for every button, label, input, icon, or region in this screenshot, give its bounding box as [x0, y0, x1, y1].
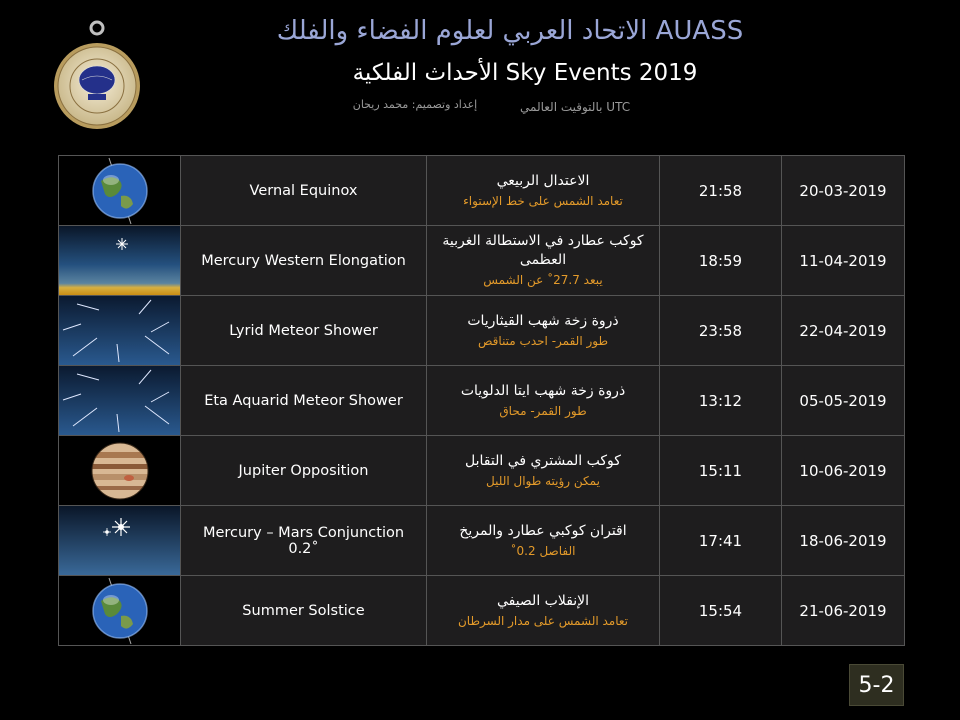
event-note-ar: تعامد الشمس على خط الإستواء: [463, 193, 623, 208]
event-name: Vernal Equinox: [181, 156, 427, 226]
utc-label: بالتوقيت العالمي UTC: [520, 100, 631, 114]
event-time: 17:41: [660, 506, 782, 576]
credit-label: إعداد وتصميم: محمد ريحان: [352, 98, 478, 111]
event-name-ar: الاعتدال الربيعي: [496, 172, 590, 189]
meteor-shower-icon: [59, 296, 181, 366]
event-time: 13:12: [660, 366, 782, 436]
event-name-ar: كوكب عطارد في الاستطالة الغربية العظمى: [442, 233, 644, 268]
mercury-elongation-icon: [59, 226, 181, 296]
event-name: Mercury – Mars Conjunction 0.2˚: [181, 506, 427, 576]
event-date: 20-03-2019: [782, 156, 905, 226]
event-date: 11-04-2019: [782, 226, 905, 296]
table-row: [59, 576, 905, 646]
event-name-ar: ذروة زخة شهب القيثاريات: [467, 312, 619, 329]
event-note-ar: طور القمر- محاق: [499, 403, 587, 418]
event-name-ar: اقتران كوكبي عطارد والمريخ: [459, 522, 627, 539]
event-name-ar: كوكب المشتري في التقابل: [465, 452, 621, 469]
event-name: Lyrid Meteor Shower: [181, 296, 427, 366]
event-time: 23:58: [660, 296, 782, 366]
table-row: [59, 366, 905, 436]
event-time: 15:54: [660, 576, 782, 646]
table-row: [59, 156, 905, 226]
event-name-ar: الإنقلاب الصيفي: [496, 592, 590, 609]
event-date: 21-06-2019: [782, 576, 905, 646]
table-row: [59, 436, 905, 506]
table-row: [59, 506, 905, 576]
event-time: 18:59: [660, 226, 782, 296]
meteor-shower-icon: [59, 366, 181, 436]
event-name: Mercury Western Elongation: [181, 226, 427, 296]
earth-icon: [59, 576, 181, 646]
event-date: 22-04-2019: [782, 296, 905, 366]
events-table: [58, 155, 905, 646]
event-note-ar: الفاصل 0.2˚: [510, 543, 576, 558]
page-subtitle: الأحداث الفلكية Sky Events 2019: [352, 60, 698, 86]
event-date: 10-06-2019: [782, 436, 905, 506]
earth-icon: [59, 156, 181, 226]
event-note-ar: يبعد 27.7˚ عن الشمس: [483, 273, 603, 287]
event-name: Jupiter Opposition: [181, 436, 427, 506]
event-date: 05-05-2019: [782, 366, 905, 436]
jupiter-icon: [59, 436, 181, 506]
conjunction-icon: [59, 506, 181, 576]
event-note-ar: يمكن رؤيته طوال الليل: [486, 473, 600, 488]
event-time: 21:58: [660, 156, 782, 226]
event-name-ar: ذروة زخة شهب ايتا الدلويات: [460, 382, 626, 399]
table-row: [59, 296, 905, 366]
event-date: 18-06-2019: [782, 506, 905, 576]
page-number: 5-2: [849, 664, 904, 706]
org-title: الاتحاد العربي لعلوم الفضاء والفلك AUASS: [276, 16, 744, 46]
event-note-ar: طور القمر- احدب متناقص: [477, 333, 609, 348]
event-name: Summer Solstice: [181, 576, 427, 646]
auass-logo: [52, 20, 142, 132]
event-name: Eta Aquarid Meteor Shower: [181, 366, 427, 436]
event-note-ar: تعامد الشمس على مدار السرطان: [457, 613, 629, 628]
event-time: 15:11: [660, 436, 782, 506]
table-row: [59, 226, 905, 296]
